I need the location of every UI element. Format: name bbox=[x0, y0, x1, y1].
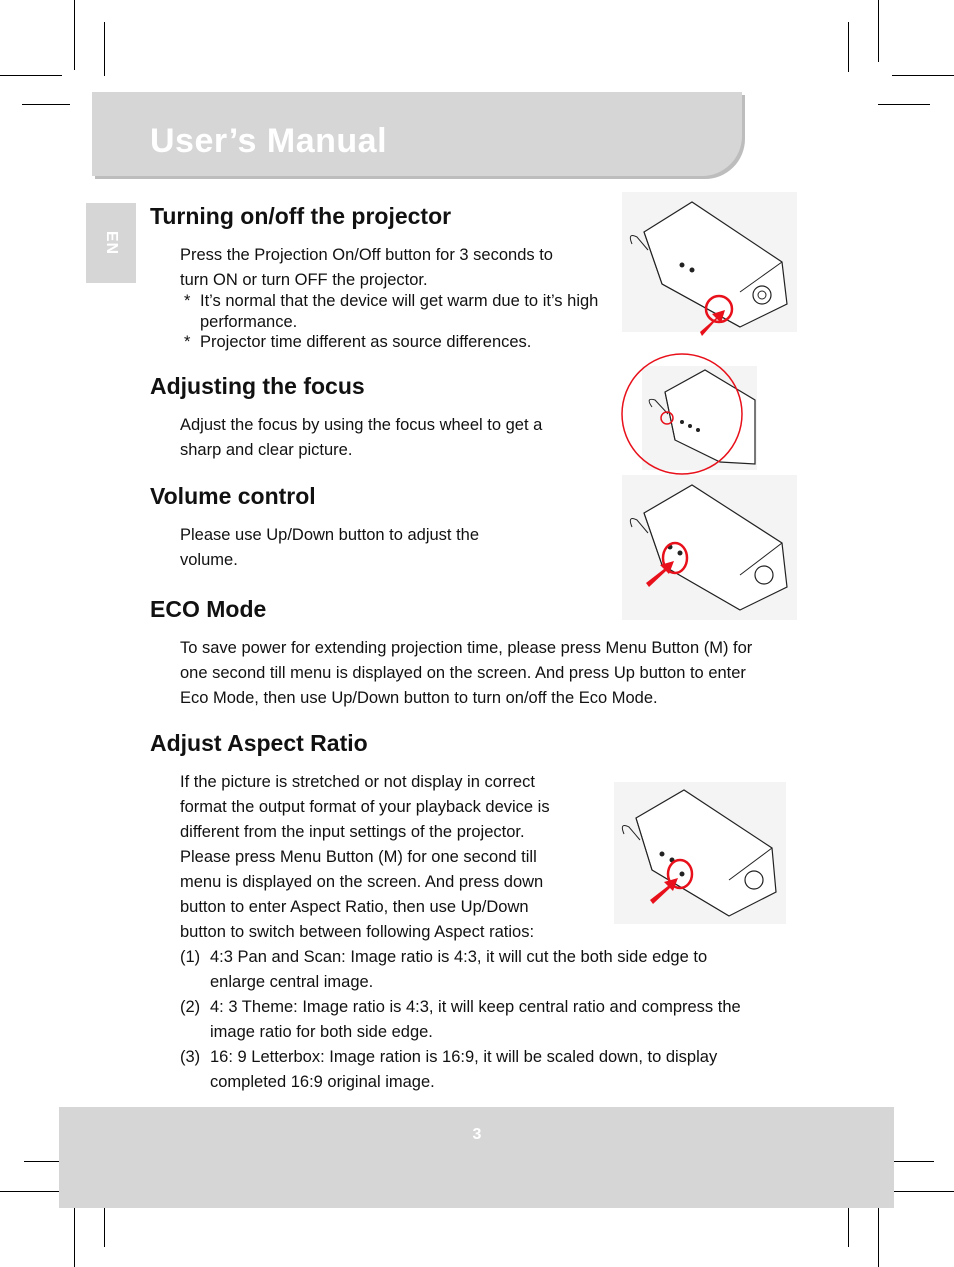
note-bullet: * bbox=[184, 292, 191, 310]
list-item-text: 16: 9 Letterbox: Image ration is 16:9, it will be scaled down, to display bbox=[210, 1048, 718, 1066]
list-item-text: enlarge central image. bbox=[210, 973, 374, 991]
note-text: performance. bbox=[200, 313, 298, 331]
note-text: Projector time different as source differences. bbox=[200, 333, 532, 351]
aspect-body-line: button to switch between following Aspect ratios: bbox=[180, 923, 535, 941]
power-body-line2: turn ON or turn OFF the projector. bbox=[180, 271, 428, 289]
aspect-body-line: button to enter Aspect Ratio, then use Up/Down bbox=[180, 898, 529, 916]
page-title: User’s Manual bbox=[150, 122, 388, 160]
list-item-number: (3) bbox=[180, 1048, 201, 1066]
volume-body-line1: Please use Up/Down button to adjust the bbox=[180, 526, 480, 544]
eco-body-line3: Eco Mode, then use Up/Down button to turn on/off the Eco Mode. bbox=[180, 689, 658, 707]
projector-power-illustration bbox=[622, 192, 797, 342]
section-title-volume: Volume control bbox=[150, 483, 316, 509]
projector-volume-illustration bbox=[622, 475, 797, 620]
eco-body-line2: one second till menu is displayed on the screen. And press Up button to enter bbox=[180, 664, 746, 682]
section-title-power: Turning on/off the projector bbox=[150, 203, 452, 229]
language-tab-label: EN bbox=[103, 230, 120, 256]
page-number: 3 bbox=[472, 1126, 482, 1143]
list-item-number: (2) bbox=[180, 998, 201, 1016]
section-title-aspect: Adjust Aspect Ratio bbox=[150, 730, 368, 756]
list-item-text: 4: 3 Theme: Image ratio is 4:3, it will keep central ratio and compress the bbox=[210, 998, 741, 1016]
note-bullet: * bbox=[184, 333, 191, 351]
power-body-line1: Press the Projection On/Off button for 3 seconds to bbox=[180, 246, 553, 264]
projector-focus-illustration bbox=[620, 352, 760, 477]
aspect-body-line: Please press Menu Button (M) for one second till bbox=[180, 848, 537, 866]
aspect-body-line: If the picture is stretched or not display in correct bbox=[180, 773, 535, 791]
eco-body-line1: To save power for extending projection time, please press Menu Button (M) for bbox=[180, 639, 753, 657]
list-item-text: image ratio for both side edge. bbox=[210, 1023, 433, 1041]
focus-body-line1: Adjust the focus by using the focus wheel to get a bbox=[180, 416, 543, 434]
language-tab bbox=[86, 203, 136, 283]
aspect-body-line: menu is displayed on the screen. And press down bbox=[180, 873, 544, 891]
volume-body-line2: volume. bbox=[180, 551, 238, 569]
list-item-text: completed 16:9 original image. bbox=[210, 1073, 435, 1091]
focus-body-line2: sharp and clear picture. bbox=[180, 441, 353, 459]
aspect-body-line: different from the input settings of the projector. bbox=[180, 823, 525, 841]
list-item-number: (1) bbox=[180, 948, 201, 966]
section-title-focus: Adjusting the focus bbox=[150, 373, 365, 399]
note-text: It’s normal that the device will get warm due to it’s high bbox=[200, 292, 599, 310]
projector-aspect-illustration bbox=[614, 782, 786, 924]
aspect-body-line: format the output format of your playback device is bbox=[180, 798, 550, 816]
list-item-text: 4:3 Pan and Scan: Image ratio is 4:3, it will cut the both side edge to bbox=[210, 948, 708, 966]
footer-band bbox=[59, 1107, 894, 1208]
section-title-eco: ECO Mode bbox=[150, 596, 267, 622]
